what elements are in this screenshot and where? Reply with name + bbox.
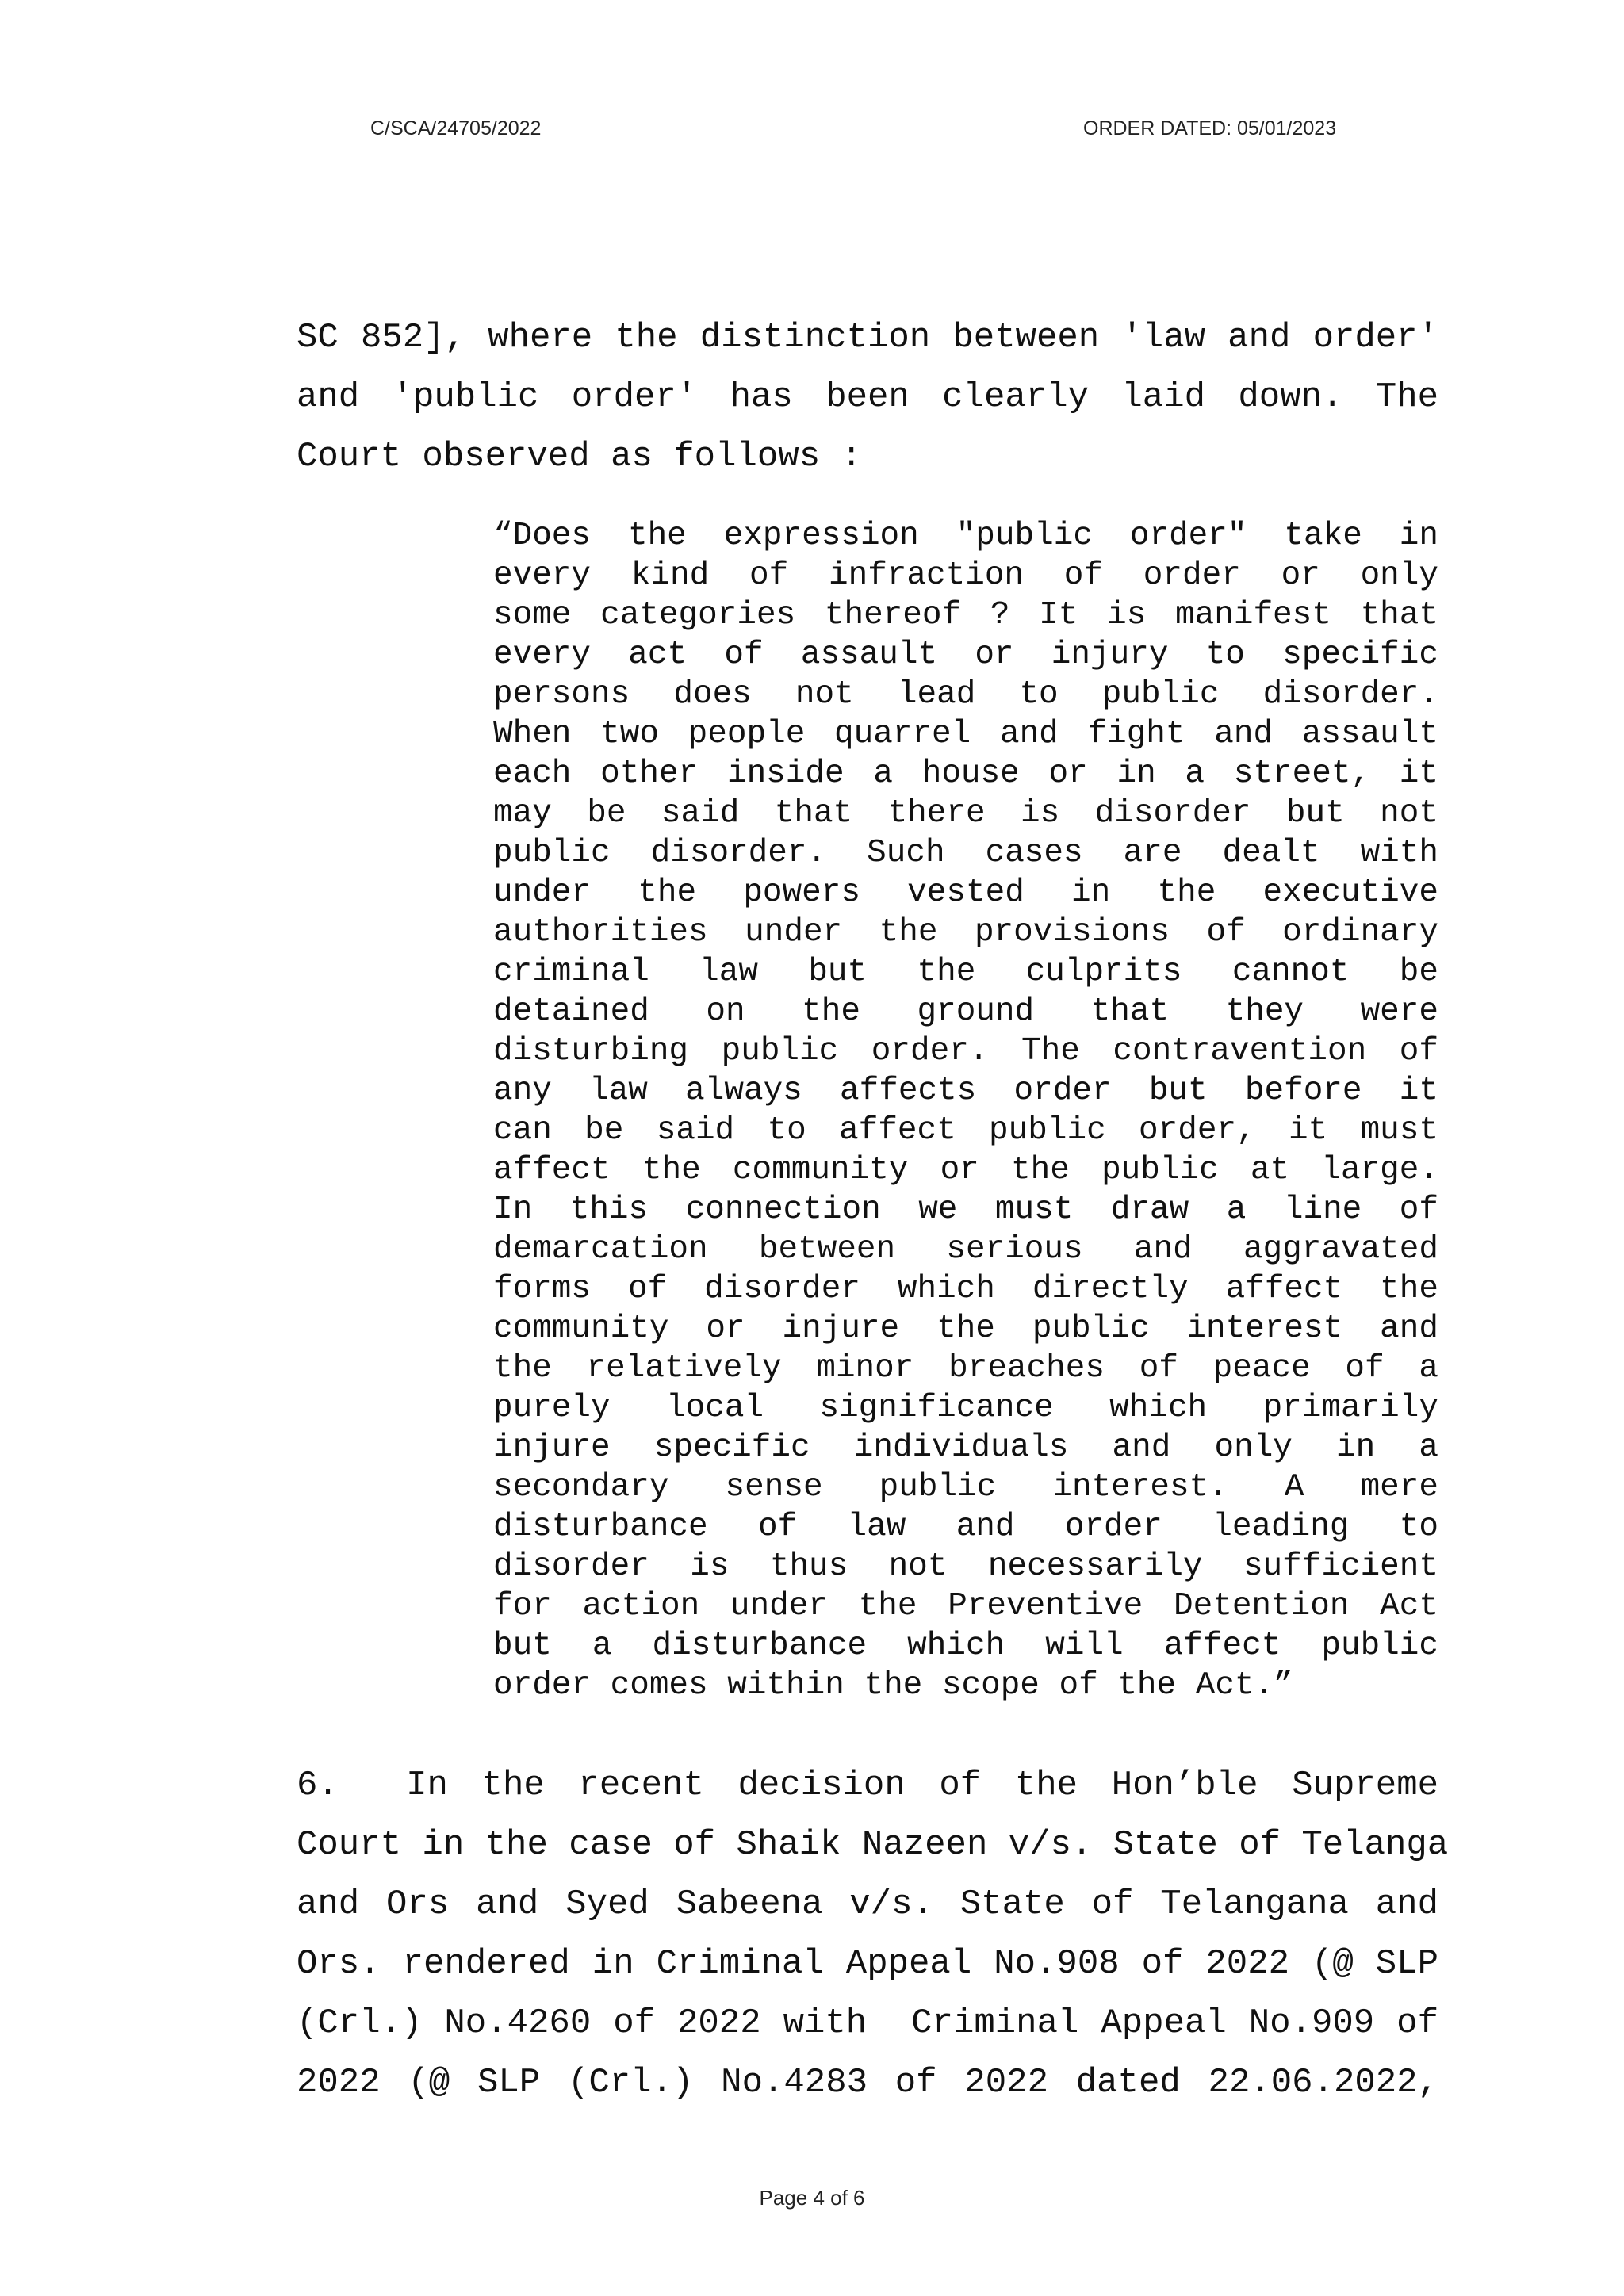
quote-line: demarcation between serious and aggravated	[493, 1231, 1438, 1268]
quote-line: can be said to affect public order, it must	[493, 1112, 1438, 1149]
quote-line: persons does not lead to public disorder.	[493, 676, 1438, 713]
text-line: Court observed as follows :	[297, 437, 862, 476]
quote-line: may be said that there is disorder but not	[493, 795, 1438, 832]
quote-line: disturbance of law and order leading to	[493, 1509, 1438, 1545]
quote-line: criminal law but the culprits cannot be	[493, 954, 1438, 990]
quote-line: every act of assault or injury to specific	[493, 637, 1438, 673]
quote-line: forms of disorder which directly affect the	[493, 1271, 1438, 1307]
quote-line: but a disturbance which will affect public	[493, 1628, 1438, 1664]
quote-line: “Does the expression "public order" take in	[493, 518, 1438, 554]
quote-line: order comes within the scope of the Act.”	[493, 1667, 1293, 1704]
block-quote	[493, 516, 1438, 1705]
quote-line: disorder is thus not necessarily sufficient	[493, 1548, 1438, 1585]
quote-line: disturbing public order. The contravention of	[493, 1033, 1438, 1070]
order-date: ORDER DATED: 05/01/2023	[1083, 117, 1337, 140]
quote-line: affect the community or the public at large.	[493, 1152, 1438, 1188]
text-line: and Ors and Syed Sabeena v/s. State of Telangana and	[297, 1885, 1438, 1924]
quote-line: for action under the Preventive Detention Act	[493, 1588, 1438, 1624]
case-number: C/SCA/24705/2022	[370, 117, 542, 140]
quote-line: the relatively minor breaches of peace of a	[493, 1350, 1438, 1387]
quote-line: public disorder. Such cases are dealt with	[493, 835, 1438, 871]
text-line: Ors. rendered in Criminal Appeal No.908 of 2022 (@ SLP	[297, 1944, 1438, 1984]
intro-paragraph	[297, 308, 1438, 487]
text-line: SC 852], where the distinction between 'law and order'	[297, 318, 1438, 358]
quote-line: When two people quarrel and fight and assault	[493, 716, 1438, 752]
quote-line: under the powers vested in the executive	[493, 874, 1438, 911]
quote-line: authorities under the provisions of ordinary	[493, 914, 1438, 951]
quote-line: some categories thereof ? It is manifest that	[493, 597, 1438, 633]
quote-line: secondary sense public interest. A mere	[493, 1469, 1438, 1506]
text-line: Court in the case of Shaik Nazeen v/s. State of Telanga	[297, 1825, 1449, 1865]
quote-line: detained on the ground that they were	[493, 993, 1438, 1030]
text-line: (Crl.) No.4260 of 2022 with Criminal Appeal No.909 of	[297, 2003, 1438, 2043]
quote-line: any law always affects order but before it	[493, 1073, 1438, 1109]
quote-line: community or injure the public interest and	[493, 1311, 1438, 1347]
quote-line: In this connection we must draw a line of	[493, 1192, 1438, 1228]
quote-line: each other inside a house or in a street, it	[493, 756, 1438, 792]
paragraph-6	[297, 1756, 1449, 2113]
text-line: 6. In the recent decision of the Hon’ble Supreme	[297, 1766, 1438, 1805]
text-line: and 'public order' has been clearly laid down. The	[297, 377, 1438, 417]
page-number: Page 4 of 6	[759, 2186, 865, 2210]
quote-line: purely local significance which primarily	[493, 1390, 1438, 1426]
quote-line: injure specific individuals and only in a	[493, 1429, 1438, 1466]
quote-line: every kind of infraction of order or only	[493, 557, 1438, 594]
text-line: 2022 (@ SLP (Crl.) No.4283 of 2022 dated 22.06.2022,	[297, 2063, 1438, 2103]
